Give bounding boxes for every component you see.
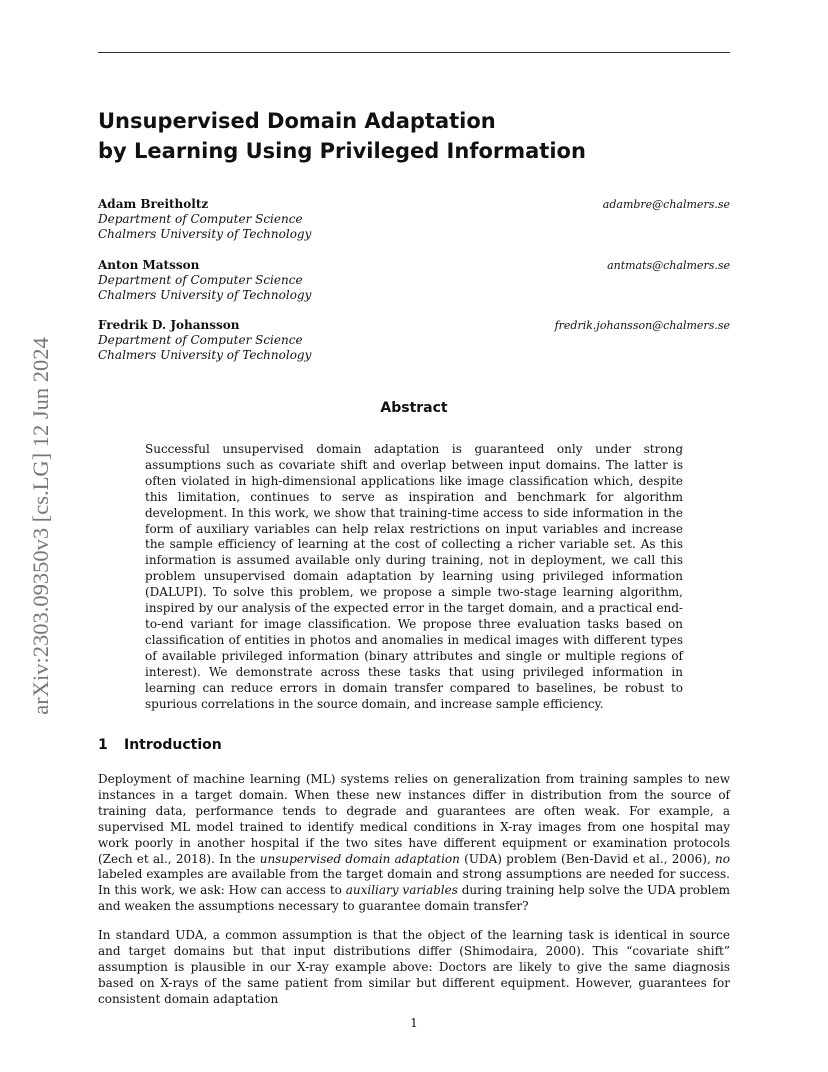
paragraph-text: Deployment of machine learning (ML) systems relies on generalization from training samples to new instances in a target domain. When these new instances differ in distribution from the source of training data, performance tends to degrade and guarantees are often weak. For example, a supervised ML model trained to identify medical conditions in X-ray images from one hospital may work poorly in another hospital if the two sites have different equipment or examination protocols (Zech et al., 2018). In the [98, 772, 730, 866]
abstract-text: Successful unsupervised domain adaptation is guaranteed only under strong assumptions such as covariate shift and overlap between input domains. The latter is often violated in high-dimensional applications like image classification which, despite this limitation, continues to serve as inspiration and benchmark for algorithm development. In this work, we show that training-time access to side information in the form of auxiliary variables can help relax restrictions on input variables and increase the sample efficiency of learning at the cost of collecting a richer variable set. As this information is assumed available only during training, not in deployment, we call this problem unsupervised domain adaptation by learning using privileged information (DALUPI). To solve this problem, we propose a simple two-stage learning algorithm, inspired by our analysis of the expected error in the target domain, and a practical end-to-end variant for image classification. We propose three evaluation tasks based on classification of entities in photos and anomalies in medical images with different types of available privileged information (binary attributes and single or multiple regions of interest). We demonstrate across these tasks that using privileged information in learning can reduce errors in domain transfer compared to baselines, be robust to spurious correlations in the source domain, and increase sample efficiency. [145, 442, 683, 711]
section-heading [98, 737, 730, 753]
paragraph-text: during training help solve the UDA problem and weaken the assumptions necessary to guarantee domain transfer? [98, 883, 730, 914]
author-name: Adam Breitholtz [98, 197, 209, 211]
intro-paragraph-2: In standard UDA, a common assumption is that the object of the learning task is identical in source and target domains but that input distributions differ (Shimodaira, 2000). This “covariate shift” assumption is plausible in our X-ray example above: Doctors are likely to give the same diagnosis based on X-rays of the same patient from similar but different equipment. However, guarantees for consistent domain adaptation [98, 928, 730, 1006]
emphasis-text: auxiliary variables [345, 883, 458, 898]
author-block-1 [98, 197, 730, 242]
author-email[interactable]: antmats@chalmers.se [607, 259, 730, 272]
emphasis-text: unsupervised domain adaptation [259, 851, 460, 866]
author-department: Department of Computer Science [98, 273, 303, 287]
intro-paragraph-1 [98, 772, 730, 915]
arxiv-identifier: arXiv:2303.09350v3 [cs.LG] 12 Jun 2024 [28, 337, 53, 715]
author-department: Department of Computer Science [98, 333, 303, 347]
paper-title [98, 106, 730, 166]
author-block-3 [98, 318, 730, 363]
paragraph-text: (UDA) problem (Ben-David et al., 2006), [459, 851, 716, 866]
title-line-1: Unsupervised Domain Adaptation [98, 109, 496, 133]
top-rule [98, 52, 730, 53]
author-name: Fredrik D. Johansson [98, 318, 240, 332]
author-name: Anton Matsson [98, 258, 200, 272]
section-number: 1 [98, 737, 108, 753]
abstract-heading: Abstract [380, 400, 448, 416]
page-number: 1 [410, 1016, 418, 1030]
author-university: Chalmers University of Technology [98, 288, 312, 302]
author-university: Chalmers University of Technology [98, 348, 312, 362]
author-email[interactable]: fredrik.johansson@chalmers.se [554, 319, 730, 332]
emphasis-text: no [715, 851, 730, 866]
paragraph-text: labeled examples are available from the target domain and strong assumptions are needed for success. In this work, we ask: How can access to [98, 867, 730, 898]
title-line-2: by Learning Using Privileged Information [98, 139, 586, 163]
author-email[interactable]: adambre@chalmers.se [602, 198, 730, 211]
section-title: Introduction [124, 737, 222, 753]
author-university: Chalmers University of Technology [98, 227, 312, 241]
author-department: Department of Computer Science [98, 212, 303, 226]
author-block-2 [98, 258, 730, 303]
